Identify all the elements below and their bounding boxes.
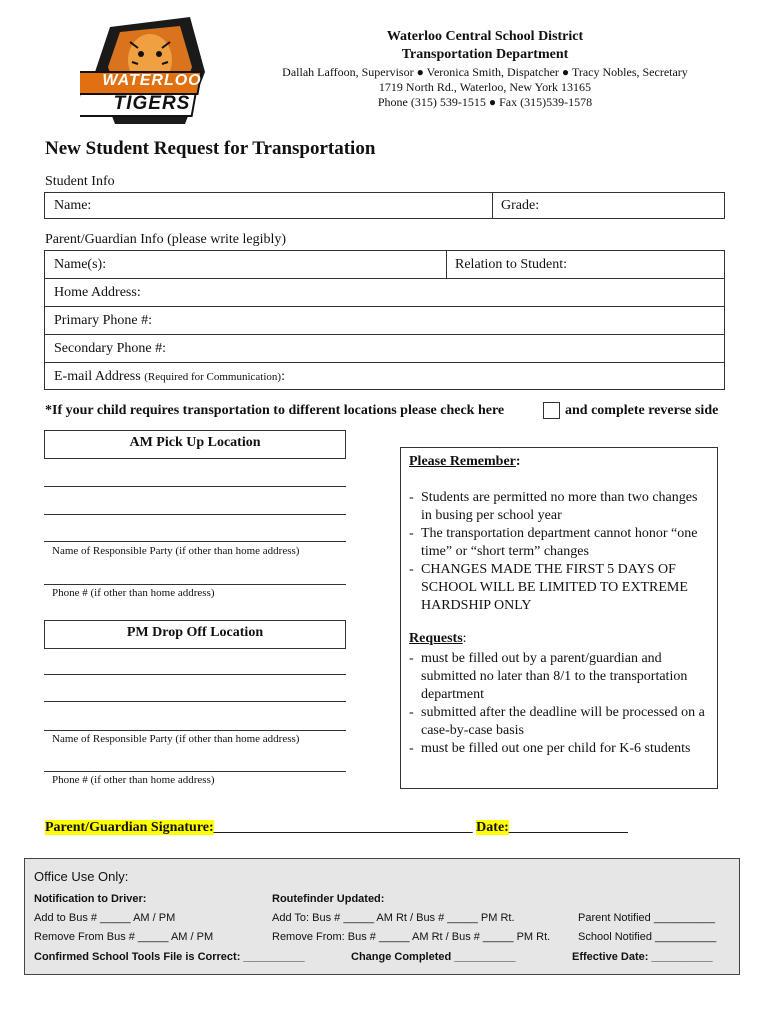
- address-line: 1719 North Rd., Waterloo, New York 13165: [378, 80, 592, 94]
- logo-bottom-text: TIGERS: [113, 93, 191, 114]
- am-line-1[interactable]: [44, 486, 346, 487]
- email-field[interactable]: [45, 363, 724, 389]
- date-label: Date:: [476, 820, 509, 835]
- parent-info-box: [44, 250, 725, 390]
- home-address-field[interactable]: [45, 279, 724, 307]
- am-pickup-box: [44, 430, 346, 459]
- request-item: - must be filled out by a parent/guardian and submitted no later than 8/1 to the transportation department: [409, 650, 705, 704]
- remember-list: [409, 489, 705, 615]
- pm-phone-label: Phone # (if other than home address): [52, 774, 215, 786]
- pm-line-3[interactable]: [44, 730, 346, 731]
- student-info-label: Student Info: [45, 174, 115, 189]
- student-name-label: Name:: [54, 198, 92, 213]
- pm-phone-line[interactable]: [44, 771, 346, 772]
- add-to-bus-field[interactable]: Add to Bus # _____ AM / PM: [34, 912, 176, 924]
- parent-notified-field[interactable]: Parent Notified __________: [578, 912, 715, 924]
- am-pickup-title: AM Pick Up Location: [129, 435, 261, 450]
- email-colon: :: [281, 369, 285, 384]
- different-locations-text: *If your child requires transportation to different locations please check here: [45, 403, 505, 418]
- notification-driver-label: Notification to Driver:: [34, 893, 147, 905]
- remove-from-bus-field[interactable]: Remove From Bus # _____ AM / PM: [34, 931, 214, 943]
- am-phone-line[interactable]: [44, 584, 346, 585]
- date-blank[interactable]: _________________: [508, 820, 628, 835]
- pm-dropoff-title: PM Drop Off Location: [126, 625, 264, 640]
- am-line-2[interactable]: [44, 514, 346, 515]
- different-locations-checkbox[interactable]: [543, 402, 560, 419]
- change-completed-field[interactable]: Change Completed __________: [351, 951, 516, 963]
- office-use-title: Office Use Only:: [34, 869, 129, 884]
- pm-line-1[interactable]: [44, 674, 346, 675]
- page-title: New Student Request for Transportation: [45, 138, 376, 159]
- routefinder-label: Routefinder Updated:: [272, 893, 385, 905]
- remove-from-route-field[interactable]: Remove From: Bus # _____ AM Rt / Bus # _____ PM Rt.: [272, 931, 551, 943]
- primary-phone-field[interactable]: [45, 307, 724, 335]
- department-name: Transportation Department: [401, 47, 569, 62]
- reverse-side-text: and complete reverse side: [565, 403, 719, 418]
- home-address-label: Home Address:: [54, 285, 141, 300]
- pm-line-2[interactable]: [44, 701, 346, 702]
- parent-names-field[interactable]: [45, 251, 447, 279]
- remember-item: - The transportation department cannot honor “one time” or “short term” changes: [409, 525, 705, 561]
- school-notified-field[interactable]: School Notified __________: [578, 931, 717, 943]
- requests-list: [409, 650, 705, 758]
- effective-date-field[interactable]: Effective Date: __________: [572, 951, 713, 963]
- please-remember-box: [400, 447, 718, 789]
- signature-label: Parent/Guardian Signature:: [45, 820, 214, 835]
- staff-line: Dallah Laffoon, Supervisor ● Veronica Smith, Dispatcher ● Tracy Nobles, Secretary: [282, 65, 688, 79]
- am-phone-label: Phone # (if other than home address): [52, 587, 215, 599]
- am-line-3[interactable]: [44, 541, 346, 542]
- relation-label: Relation to Student:: [455, 257, 567, 272]
- secondary-phone-field[interactable]: [45, 335, 724, 363]
- requests-colon: :: [462, 631, 467, 646]
- relation-field[interactable]: [447, 251, 724, 279]
- email-label: E-mail Address: [54, 369, 141, 384]
- office-use-box: [24, 858, 740, 975]
- please-remember-title: Please Remember: [409, 454, 516, 469]
- pm-party-label: Name of Responsible Party (if other than home address): [52, 733, 300, 745]
- email-note: (Required for Communication): [144, 371, 282, 383]
- waterloo-tigers-logo: [80, 12, 220, 130]
- requests-title: Requests: [409, 631, 463, 646]
- student-info-box: [44, 192, 725, 219]
- logo-top-text: WATERLOO: [102, 72, 202, 89]
- phone-line: Phone (315) 539-1515 ● Fax (315)539-1578: [377, 95, 593, 109]
- signature-blank[interactable]: _____________________________________: [213, 820, 473, 835]
- secondary-phone-label: Secondary Phone #:: [54, 341, 166, 356]
- grade-field[interactable]: [493, 193, 725, 218]
- confirmed-school-tools-field[interactable]: Confirmed School Tools File is Correct: __________: [34, 951, 305, 963]
- request-item: - must be filled out one per child for K-6 students: [409, 740, 705, 758]
- am-party-label: Name of Responsible Party (if other than home address): [52, 545, 300, 557]
- student-name-field[interactable]: [45, 193, 493, 218]
- please-remember-colon: :: [515, 454, 521, 469]
- remember-item: - CHANGES MADE THE FIRST 5 DAYS OF SCHOOL WILL BE LIMITED TO EXTREME HARDSHIP ONLY: [409, 561, 705, 615]
- grade-label: Grade:: [501, 198, 540, 213]
- pm-dropoff-box: [44, 620, 346, 649]
- primary-phone-label: Primary Phone #:: [54, 313, 152, 328]
- parent-info-label: Parent/Guardian Info (please write legibly): [45, 232, 287, 247]
- remember-item: - Students are permitted no more than two changes in busing per school year: [409, 489, 705, 525]
- district-name: Waterloo Central School District: [386, 29, 584, 44]
- parent-names-label: Name(s):: [54, 257, 107, 272]
- add-to-route-field[interactable]: Add To: Bus # _____ AM Rt / Bus # _____ PM Rt.: [272, 912, 515, 924]
- request-item: - submitted after the deadline will be processed on a case-by-case basis: [409, 704, 705, 740]
